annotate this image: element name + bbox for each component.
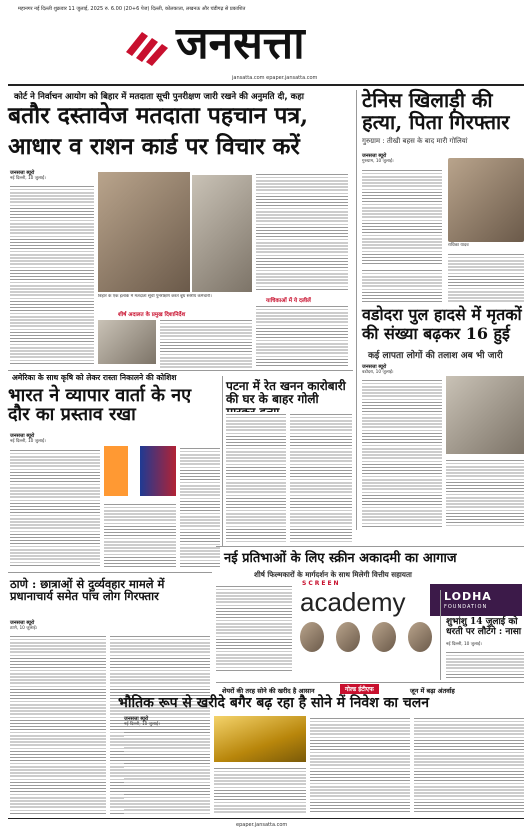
- trade-body-column-2: [104, 502, 176, 568]
- lodha-logo-subtext: FOUNDATION: [444, 604, 488, 610]
- lead-photo-officials: [98, 172, 190, 292]
- jansatta-logo-icon: [122, 22, 170, 66]
- lodha-foundation-logo: [430, 584, 522, 616]
- lead-dateline: नई दिल्ली, 10 जुलाई।: [10, 176, 46, 181]
- screen-body-column-1: [216, 584, 292, 672]
- section-rule: [8, 370, 353, 371]
- lead-photo-crowd: [192, 175, 252, 292]
- lead-photo-caption: बिहार के एक इलाके में मतदाता सूची पुनरीक्षण करते बूथ स्तरीय कर्मचारी।: [98, 294, 212, 299]
- patna-body-column-2: [290, 412, 352, 542]
- tennis-strap: गुरुग्राम : तीखी बहस के बाद मारी गोलियां: [362, 137, 468, 145]
- thane-byline: जनसत्ता ब्यूरो: [10, 620, 35, 626]
- column-separator: [440, 590, 441, 680]
- tennis-body-column-1: [362, 168, 442, 266]
- trade-dateline: नई दिल्ली, 10 जुलाई।: [10, 439, 46, 444]
- masthead-logo-text: जनसत्ता: [176, 18, 305, 69]
- gold-body-column-3: [310, 716, 410, 814]
- trade-body-column-1: [10, 448, 100, 568]
- screen-logo-big: academy: [300, 587, 406, 617]
- gold-bars-photo: [214, 716, 306, 762]
- tennis-player-photo: [448, 158, 524, 242]
- tennis-headline[interactable]: टेनिस खिलाड़ी की हत्या, पिता गिरफ्तार: [362, 88, 510, 134]
- trade-kicker: अमेरिका के साथ कृषि को लेकर रास्ता निकालने की कोशिश: [12, 373, 177, 382]
- lead-subhead-petitions: याचिकाओं में ये दलीलें: [266, 298, 311, 304]
- trade-body-column-3: [180, 446, 220, 568]
- lead-body-column-1: [10, 184, 94, 364]
- lead-byline: जनसत्ता ब्यूरो: [10, 170, 35, 176]
- vadodara-byline: जनसत्ता ब्यूरो: [362, 364, 387, 370]
- section-rule: [216, 682, 524, 683]
- column-separator: [222, 376, 223, 546]
- masthead: [122, 16, 422, 72]
- footer-rule: [8, 818, 524, 819]
- section-rule: [8, 572, 212, 573]
- vadodara-headline-line2[interactable]: की संख्या बढ़कर 16 हुई: [362, 324, 510, 343]
- gold-tag: गोल्ड ईटीएफ: [340, 684, 379, 694]
- vadodara-dateline: वडोदरा, 10 जुलाई।: [362, 370, 394, 375]
- lead-kicker: कोर्ट ने निर्वाचन आयोग को बिहार में मतदाता सूची पुनरीक्षण जारी रखने की अनुमति दी, कहा: [14, 92, 304, 102]
- section-rule: [216, 546, 524, 547]
- screen-headline[interactable]: नई प्रतिभाओं के लिए स्क्रीन अकादमी का आगाज: [224, 551, 457, 566]
- shubhanshu-body: [446, 650, 524, 680]
- gold-kicker: शेयरों की तरह सोने की खरीद है आसान: [222, 687, 315, 695]
- patna-headline[interactable]: पटना में रेत खनन कारोबारी की घर के बाहर गोली: [226, 379, 346, 406]
- vadodara-headline-line1[interactable]: वडोदरा पुल हादसे में मृतकों: [362, 305, 522, 324]
- supreme-court-photo: [98, 320, 156, 364]
- lead-body-column-2: [256, 172, 348, 292]
- tennis-photo-caption: राधिका यादव: [448, 243, 469, 248]
- tennis-dateline: गुरुग्राम, 10 जुलाई।: [362, 159, 394, 164]
- gold-dateline: नई दिल्ली, 10 जुलाई।: [124, 722, 160, 727]
- tennis-byline: जनसत्ता ब्यूरो: [362, 153, 387, 159]
- mentor-photo-4: [408, 622, 432, 652]
- lead-headline-line1[interactable]: बतौर दस्तावेज मतदाता पहचान पत्र,: [8, 102, 309, 129]
- footer-url[interactable]: epaper.jansatta.com: [236, 822, 288, 828]
- thane-dateline: ठाणे, 10 जुलाई।: [10, 626, 38, 631]
- vadodara-bridge-photo: [446, 376, 524, 454]
- screen-academy-logo: [298, 580, 428, 630]
- screen-strap: शीर्ष फिल्मकारों के मार्गदर्शन के साथ मिलेगी वित्तीय सहायता: [254, 570, 412, 579]
- screen-logo-small: SCREEN: [302, 580, 341, 587]
- site-url[interactable]: jansatta.com epaper.jansatta.com: [232, 75, 318, 81]
- vadodara-strap: कई लापता लोगों की तलाश अब भी जारी: [368, 351, 503, 361]
- vadodara-body-column-2: [446, 458, 524, 528]
- mentor-photo-3: [372, 622, 396, 652]
- trade-headline[interactable]: भारत ने व्यापार वार्ता के नए दौर का प्रस्ताव रखा: [8, 385, 192, 426]
- mentor-photo-1: [300, 622, 324, 652]
- masthead-dateline: महानगर नई दिल्ली शुक्रवार 11 जुलाई, 2025 रु. 6.00 (20+6 पेज) दिल्ली, कोलकाता, लखनऊ और चंडीगढ़ से प्रकाशित: [18, 6, 246, 12]
- gold-body-column-4: [414, 716, 524, 814]
- column-separator: [356, 90, 357, 530]
- lead-body-column-3: [160, 318, 252, 368]
- gold-kicker-2: जून में बढ़ा अंतर्वाह: [410, 687, 455, 695]
- shubhanshu-headline[interactable]: शुभांशु 14 जुलाई को धरती पर लौटेंगे : नासा: [446, 617, 522, 637]
- patna-body-column-1: [226, 412, 286, 542]
- india-us-flag-photo: [104, 446, 176, 496]
- lodha-logo-text: LODHA: [444, 590, 492, 603]
- mentor-photo-2: [336, 622, 360, 652]
- tennis-body-column-2: [448, 252, 524, 302]
- lead-subhead-guidelines: शीर्ष अदालत के प्रमुख दिशानिर्देश: [118, 312, 186, 318]
- gold-byline: जनसत्ता ब्यूरो: [124, 716, 149, 722]
- lead-body-column-4: [256, 304, 348, 368]
- thane-body-column-1: [10, 634, 106, 814]
- masthead-rule: [8, 84, 524, 86]
- tennis-body-column-3: [362, 268, 442, 302]
- vadodara-body-column-1: [362, 378, 442, 528]
- gold-body-column-2: [214, 766, 306, 814]
- gold-headline[interactable]: भौतिक रूप से खरीदे बगैर बढ़ रहा है सोने में निवेश का चलन: [118, 695, 430, 711]
- lead-headline-line2[interactable]: आधार व राशन कार्ड पर विचार करें: [8, 133, 300, 160]
- shubhanshu-dateline: नई दिल्ली, 10 जुलाई।: [446, 642, 482, 647]
- trade-byline: जनसत्ता ब्यूरो: [10, 433, 35, 439]
- thane-headline[interactable]: ठाणे : छात्राओं से दुर्व्यवहार मामले में प्रधानाचार्य समेत पांच लोग गिरफ्तार: [10, 577, 165, 604]
- gold-body-column-1: [124, 730, 210, 814]
